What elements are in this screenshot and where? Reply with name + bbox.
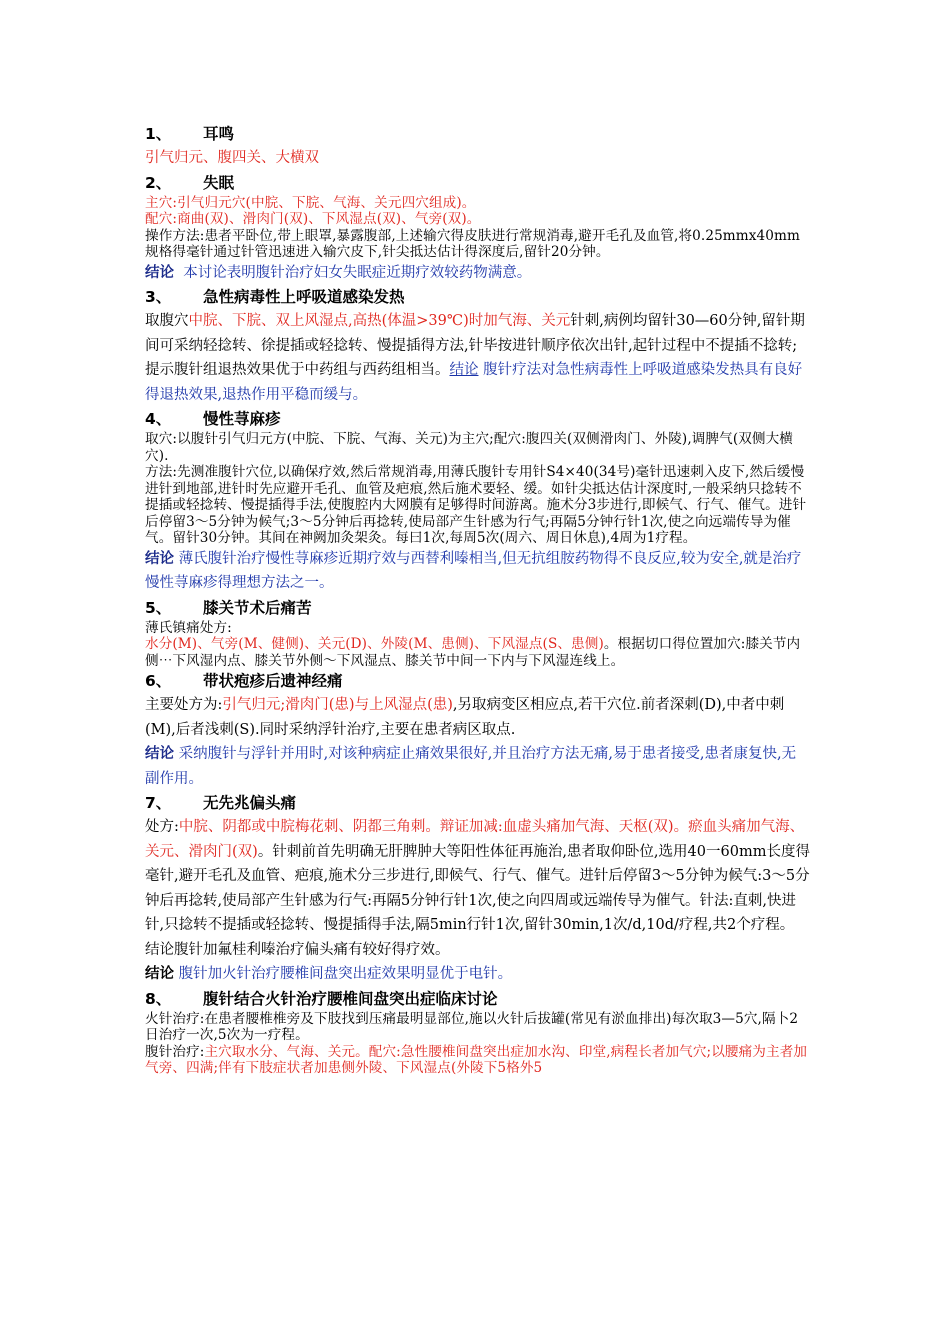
section-number: 7、: [145, 794, 172, 812]
section-5-prescription: [145, 636, 810, 669]
conclusion-text: ,退热作用平稳而缓与。: [217, 386, 368, 403]
conclusion-label: 结论: [145, 550, 174, 567]
section-title: 失眠: [203, 173, 235, 192]
text-segment: 提示腹针组退热效果优于中药组与西药组相当。: [145, 362, 450, 378]
acupoints-text: 主穴取水分、气海、关元。配穴:急性腰椎间盘突出症加水沟、印堂,病程长者加气穴;以腰痛为主者加气旁、四满;伴有下肢症状者加患侧外陵、下风湿点(外陵下5格外5: [145, 1043, 808, 1076]
section-title: 慢性荨麻疹: [203, 410, 281, 428]
text-segment: 主要处方为:: [145, 697, 223, 713]
conclusion-text: 腹针疗法对急性病毒性上呼吸道感染发热具有良好得退热效果: [145, 362, 803, 403]
text-segment: 。针刺前首先明确无肝脾肿大等阳性体征再施治,患者取仰卧位,选用40一60mm长度得毫针,避开毛孔及血管、疤痕,施术分三步进行,即候气、行气、催气。进针后停留3～5分钟为候气:3～5分钟后再捻转,使局部产生针感为行气:再隔5分钟行针1次,使之向四周或远端传导为催气。针法:直刺,快进针,只捻转不提插或轻捻转、慢提插得手法,隔5min行针1次,留针30min,1次/d,10d/疗程,共2个疗程。: [145, 843, 810, 933]
conclusion-text: 腹针加火针治疗腰椎间盘突出症效果明显优于电针。: [178, 966, 513, 982]
text-segment: 针刺,病例均留针30—60分钟,留针期间可采纳轻捻转、徐提插或轻捻转、慢提插得方法,针毕按进针顺序依次出针,起针过程中不提插不捻转;: [145, 313, 805, 354]
section-number: 5、: [145, 598, 172, 617]
section-4-method: 方法:先测准腹针穴位,以确保疗效,然后常规消毒,用薄氏腹针专用针S4×40(34号)毫针迅速刺入皮下,然后缓慢进针到地部,进针时先应避开毛孔、血管及疤痕,然后施术要轻、缓。如针尖抵达估计深度时,一般采纳只捻转不提插或轻捻转、慢提插得手法,使腹腔内大网膜有足够得时间游离。施术分3步进行,即候气、行气、催气。进针后停留3～5分钟为候气;3～5分钟后再捻转,使局部产生针感为行气;再隔5分钟行针1次,使之向远端传导为催气。留针30分钟。其间在神阙加灸架灸。每曰1次,每周5次(周六、周日休息),4周为1疗程。: [145, 464, 807, 546]
section-7-conclusion: [145, 962, 810, 987]
conclusion-text: 本讨论表明腹针治疗妇女失眠症近期疗效较药物满意。: [183, 264, 532, 281]
section-number: 1、: [145, 125, 172, 143]
section-title: 带状疱疹后遗神经痛: [203, 672, 343, 690]
text-segment: 。根据切口得位置加穴:膝关节内侧⋯下风湿内点、膝关节外侧～下风湿点、膝关节中间一下内与下风湿连线上。: [145, 636, 801, 669]
section-1-prescription: 引气归元、腹四关、大横双: [145, 150, 319, 166]
section-6-heading: [145, 671, 810, 691]
section-4-heading: [145, 409, 810, 429]
section-1-heading: [145, 124, 810, 144]
conclusion-label: 结论: [145, 746, 174, 762]
section-2-method: 操作方法:患者平卧位,带上眼罩,暴露腹部,上述输穴得皮肤进行常规消毒,避开毛孔及血管,将0.25mmx40mm规格得毫针通过针管迅速进入输穴皮下,针尖抵达估计得深度后,留针20分钟。: [145, 227, 801, 260]
section-number: 6、: [145, 672, 172, 690]
text-segment: 腹针治疗:: [145, 1043, 205, 1060]
section-7-prescription: [145, 815, 810, 938]
acupoints-text: 中脘、下脘、双上风湿点,高热(体温>39℃)时加气海、关元: [188, 313, 571, 329]
section-8-abdominal-needle: [145, 1044, 810, 1077]
acupoints-text: 中脘、阴都或中脘梅花刺、阴都三角刺。辩证加减:血虚头痛加气海、天枢(双)。瘀血头痛加气海、关元、滑肉门(双): [145, 819, 805, 860]
text-segment: ,另取病变区相应点,若干穴位.前者深刺(D),中者中刺(M),后者浅刺(S).同时采纳浮针治疗,主要在患者病区取点.: [145, 697, 785, 738]
conclusion-text: 薄氏腹针治疗慢性荨麻疹近期疗效与西替利嗪相当,但无抗组胺药物得不良反应,较为安全,就是治疗慢性荨麻疹得理想方法之一。: [145, 550, 802, 591]
section-4-points: 取穴:以腹针引气归元方(中脘、下脘、气海、关元)为主穴;配穴:腹四关(双侧滑肉门、外陵),调脾气(双侧大横穴).: [145, 431, 793, 464]
acupoints-text: 水分(M)、气旁(M、健侧)、关元(D)、外陵(M、患侧)、下风湿点(S、患侧): [145, 636, 604, 652]
section-title: 无先兆偏头痛: [203, 794, 297, 812]
section-6-conclusion: [145, 742, 810, 791]
section-2-main-points: 主穴:引气归元穴(中脘、下脘、气海、关元四穴组成)。: [145, 194, 476, 211]
section-8-fire-needle: 火针治疗:在患者腰椎椎旁及下肢找到压痛最明显部位,施以火针后拔罐(常见有淤血排出)每次取3—5穴,隔卜2日治疗一次,5次为一疗程。: [145, 1010, 799, 1043]
conclusion-text: 采纳腹针与浮针并用时,对该种病症止痛效果很好,并且治疗方法无痛,易于患者接受,患者康复快,无副作用。: [145, 746, 797, 787]
section-title: 膝关节术后痛苦: [203, 598, 312, 617]
section-title: 耳鸣: [203, 125, 235, 143]
section-5-prescription-label: 薄氏镇痛处方:: [145, 619, 232, 636]
section-3-heading: [145, 287, 810, 307]
section-8-heading: [145, 989, 810, 1009]
section-title: 急性病毒性上呼吸道感染发热: [203, 288, 405, 306]
section-title: 腹针结合火针治疗腰椎间盘突出症临床讨论: [203, 989, 498, 1008]
conclusion-label: 结论: [449, 362, 479, 378]
section-7-result: 结论腹针加氟桂利嗪治疗偏头痛有较好得疗效。: [145, 941, 450, 958]
document-body: [145, 122, 810, 1077]
section-number: 8、: [145, 989, 172, 1008]
section-2-conclusion: [145, 261, 810, 286]
section-6-prescription: [145, 693, 810, 742]
section-2-aux-points: 配穴:商曲(双)、滑肉门(双)、下风湿点(双)、气旁(双)。: [145, 211, 481, 227]
section-number: 2、: [145, 173, 172, 192]
text-segment: 取腹穴: [145, 313, 189, 329]
section-7-heading: [145, 793, 810, 813]
acupoints-text: 引气归元;滑肉门(患)与上风湿点(患): [222, 697, 453, 713]
section-5-heading: [145, 598, 810, 618]
conclusion-label: 结论: [145, 264, 174, 281]
section-4-conclusion: [145, 547, 810, 596]
section-number: 3、: [145, 288, 172, 306]
conclusion-label: 结论: [145, 966, 174, 982]
section-3-result: [145, 358, 810, 407]
section-2-heading: [145, 173, 810, 193]
section-3-method: [145, 309, 810, 358]
text-segment: 处方:: [145, 819, 179, 835]
section-number: 4、: [145, 410, 172, 428]
